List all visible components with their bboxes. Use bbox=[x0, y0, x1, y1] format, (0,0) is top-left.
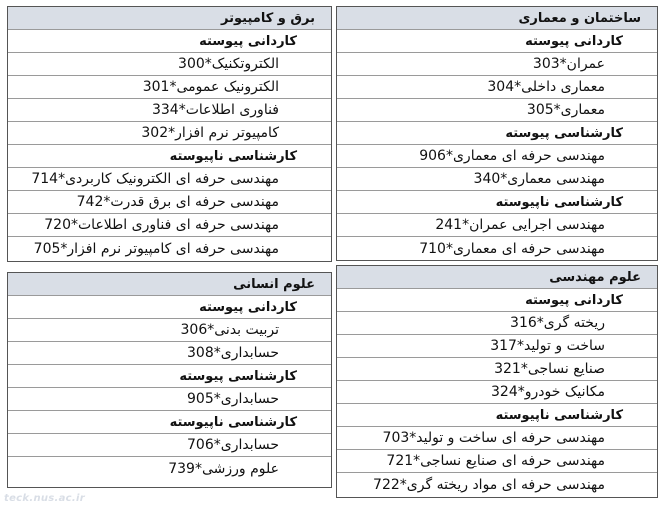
degree-level-heading: کاردانی پیوسته bbox=[8, 30, 331, 53]
program-item: الکتروتکنیک*300 bbox=[8, 53, 331, 76]
table-header: علوم انسانی bbox=[8, 273, 331, 296]
program-item: حسابداری*308 bbox=[8, 342, 331, 365]
program-item: مکانیک خودرو*324 bbox=[337, 381, 657, 404]
program-item: تربیت بدنی*306 bbox=[8, 319, 331, 342]
degree-level-heading: کاردانی پیوسته bbox=[337, 30, 657, 53]
program-item: مهندسی حرفه ای برق قدرت*742 bbox=[8, 191, 331, 214]
program-item: مهندسی حرفه ای مواد ریخته گری*722 bbox=[373, 476, 605, 493]
electrical-computer-table bbox=[7, 6, 332, 262]
program-item: مهندسی حرفه ای فناوری اطلاعات*720 bbox=[8, 214, 331, 237]
program-item: معماری*305 bbox=[337, 99, 657, 122]
degree-level-heading: کاردانی پیوسته bbox=[8, 296, 331, 319]
humanities-table bbox=[7, 272, 332, 488]
program-item: فناوری اطلاعات*334 bbox=[8, 99, 331, 122]
table-header: علوم مهندسی bbox=[337, 266, 657, 289]
program-item: ریخته گری*316 bbox=[337, 312, 657, 335]
program-item: صنایع نساجی*321 bbox=[337, 358, 657, 381]
program-item: مهندسی حرفه ای ساخت و تولید*703 bbox=[337, 427, 657, 450]
program-item: عمران*303 bbox=[337, 53, 657, 76]
degree-level-heading: کارشناسی ناپیوسته bbox=[8, 145, 331, 168]
construction-architecture-table bbox=[336, 6, 658, 261]
program-item: مهندسی حرفه ای کامپیوتر نرم افزار*705 bbox=[33, 240, 279, 257]
degree-level-heading: کارشناسی ناپیوسته bbox=[8, 411, 331, 434]
program-item: مهندسی حرفه ای معماری*710 bbox=[419, 240, 605, 257]
degree-level-heading: کارشناسی ناپیوسته bbox=[337, 191, 657, 214]
program-item: مهندسی اجرایی عمران*241 bbox=[337, 214, 657, 237]
table-header: ساختمان و معماری bbox=[337, 7, 657, 30]
degree-level-heading: کارشناسی پیوسته bbox=[8, 365, 331, 388]
degree-level-heading: کارشناسی پیوسته bbox=[337, 122, 657, 145]
engineering-sciences-table bbox=[336, 265, 658, 498]
program-item: حسابداری*706 bbox=[8, 434, 331, 457]
program-item: الکترونیک عمومی*301 bbox=[8, 76, 331, 99]
program-item: ساخت و تولید*317 bbox=[337, 335, 657, 358]
program-item: کامپیوتر نرم افزار*302 bbox=[8, 122, 331, 145]
program-item: مهندسی حرفه ای معماری*906 bbox=[337, 145, 657, 168]
program-item: علوم ورزشی*739 bbox=[168, 460, 279, 477]
program-item: مهندسی معماری*340 bbox=[337, 168, 657, 191]
degree-level-heading: کاردانی پیوسته bbox=[337, 289, 657, 312]
program-item: معماری داخلی*304 bbox=[337, 76, 657, 99]
degree-level-heading: کارشناسی ناپیوسته bbox=[337, 404, 657, 427]
program-item: مهندسی حرفه ای الکترونیک کاربردی*714 bbox=[8, 168, 331, 191]
program-item: مهندسی حرفه ای صنایع نساجی*721 bbox=[337, 450, 657, 473]
table-header: برق و کامپیوتر bbox=[8, 7, 331, 30]
program-item: حسابداری*905 bbox=[8, 388, 331, 411]
watermark-logo: teck.nus.ac.ir bbox=[4, 493, 85, 504]
